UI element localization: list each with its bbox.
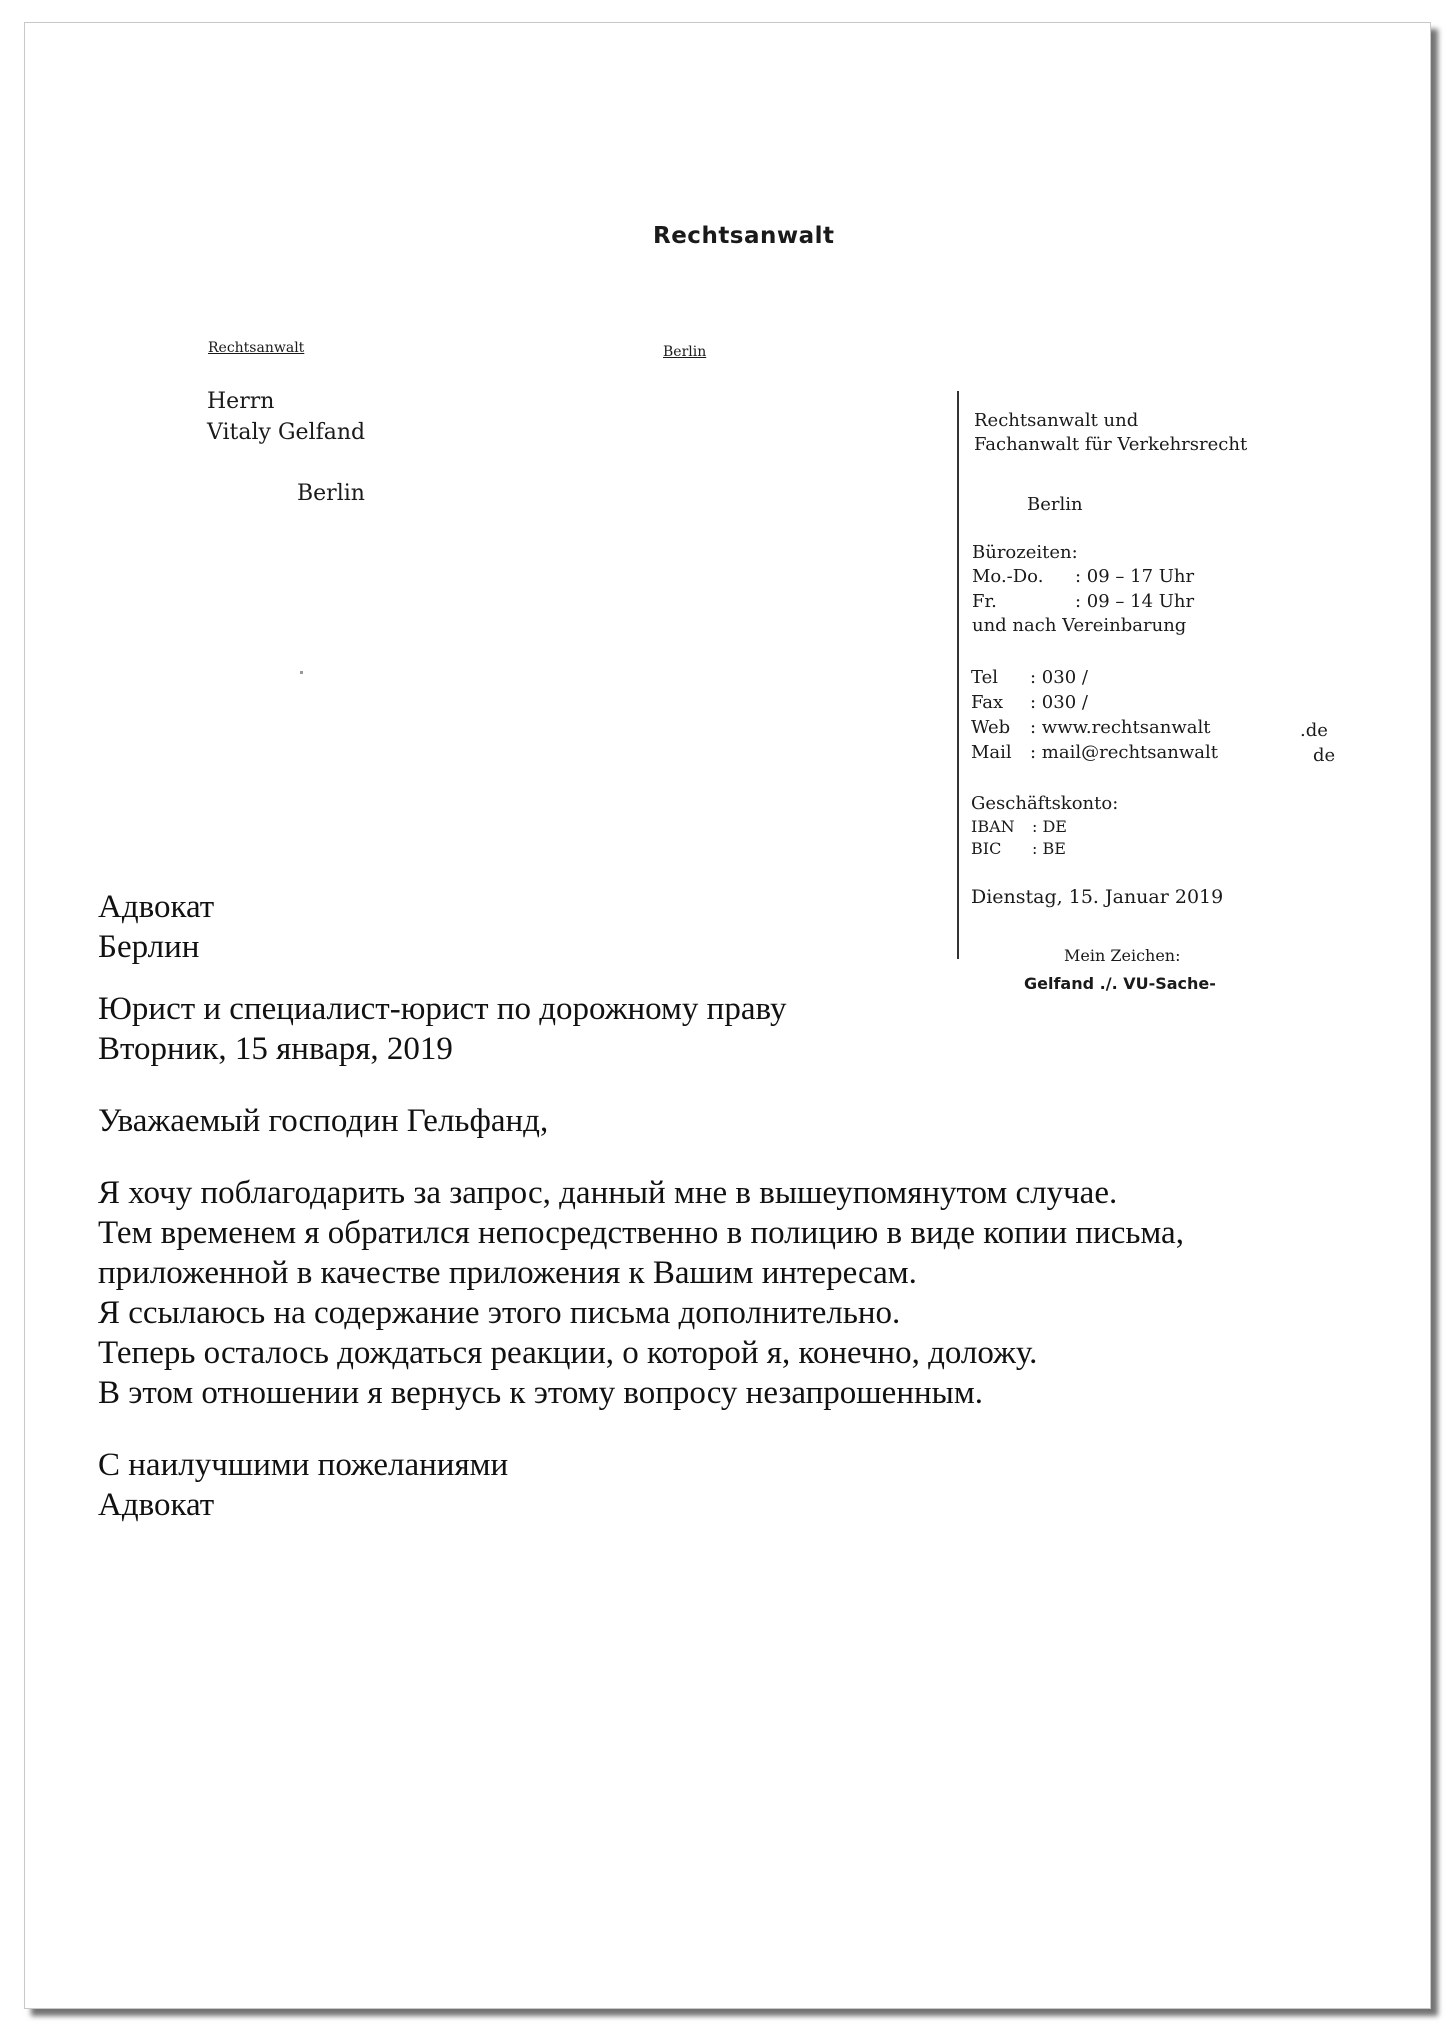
bic-label: BIC	[971, 839, 1002, 858]
reference-label: Mein Zeichen:	[1064, 946, 1181, 965]
translation-line: В этом отношении я вернусь к этому вопросу незапрошенным.	[98, 1375, 983, 1411]
translation-line: Тем временем я обратился непосредственно в полицию в виде копии письма,	[98, 1215, 1184, 1251]
sidebar-profession-1: Rechtsanwalt und	[974, 410, 1139, 431]
bic-value: : BE	[1032, 839, 1066, 858]
translation-line: Юрист и специалист-юрист по дорожному праву	[98, 991, 787, 1027]
translation-line: Берлин	[98, 929, 200, 965]
translation-line: Вторник, 15 января, 2019	[98, 1031, 453, 1067]
iban-value: : DE	[1032, 817, 1067, 836]
translation-line: Я хочу поблагодарить за запрос, данный мне в вышеупомянутом случае.	[98, 1175, 1118, 1211]
account-title: Geschäftskonto:	[971, 793, 1119, 814]
recipient-city: Berlin	[297, 481, 365, 506]
translation-line: Адвокат	[98, 889, 215, 925]
mail-value: : mail@rechtsanwalt	[1030, 742, 1218, 763]
translation-line	[98, 1413, 1184, 1445]
office-hours-note: und nach Vereinbarung	[972, 615, 1187, 636]
recipient-name: Vitaly Gelfand	[207, 420, 366, 445]
translation-block	[98, 887, 1184, 1525]
translation-line	[98, 1069, 1184, 1101]
recipient-salutation: Herrn	[207, 389, 275, 414]
sidebar-profession-2: Fachanwalt für Verkehrsrecht	[974, 434, 1248, 455]
office-hours-row1-day: Mo.-Do.	[972, 566, 1044, 587]
faint-artifact-mark	[300, 671, 303, 674]
office-hours-row1-time: : 09 – 17 Uhr	[1075, 566, 1195, 587]
web-label: Web	[971, 717, 1011, 738]
translation-line	[98, 967, 1184, 989]
letterhead-title: Rechtsanwalt	[653, 223, 835, 249]
return-address-sender: Rechtsanwalt	[208, 340, 305, 356]
translation-line: приложенной в качестве приложения к Вашим интересам.	[98, 1255, 917, 1291]
translation-line: Теперь осталось дождаться реакции, о которой я, конечно, доложу.	[98, 1335, 1038, 1371]
fax-label: Fax	[971, 692, 1004, 713]
web-suffix: .de	[1300, 720, 1328, 741]
mail-suffix: de	[1313, 745, 1336, 766]
return-address-city: Berlin	[663, 344, 707, 360]
letter-page	[24, 22, 1431, 2009]
tel-value: : 030 /	[1030, 667, 1088, 688]
tel-label: Tel	[971, 667, 999, 688]
office-hours-title: Bürozeiten:	[972, 542, 1078, 563]
sidebar-divider	[957, 391, 959, 959]
translation-line: Уважаемый господин Гельфанд,	[98, 1103, 549, 1139]
office-hours-row2-day: Fr.	[972, 591, 997, 612]
translation-line: С наилучшими пожеланиями	[98, 1447, 509, 1483]
reference-value: Gelfand ./. VU-Sache-	[1024, 974, 1216, 993]
translation-line: Я ссылаюсь на содержание этого письма дополнительно.	[98, 1295, 901, 1331]
iban-label: IBAN	[971, 817, 1015, 836]
office-hours-row2-time: : 09 – 14 Uhr	[1075, 591, 1195, 612]
letter-date: Dienstag, 15. Januar 2019	[971, 886, 1224, 908]
web-value: : www.rechtsanwalt	[1030, 717, 1211, 738]
translation-line: Адвокат	[98, 1487, 215, 1523]
sidebar-city: Berlin	[1027, 494, 1083, 515]
mail-label: Mail	[971, 742, 1012, 763]
fax-value: : 030 /	[1030, 692, 1088, 713]
translation-line	[98, 1141, 1184, 1173]
